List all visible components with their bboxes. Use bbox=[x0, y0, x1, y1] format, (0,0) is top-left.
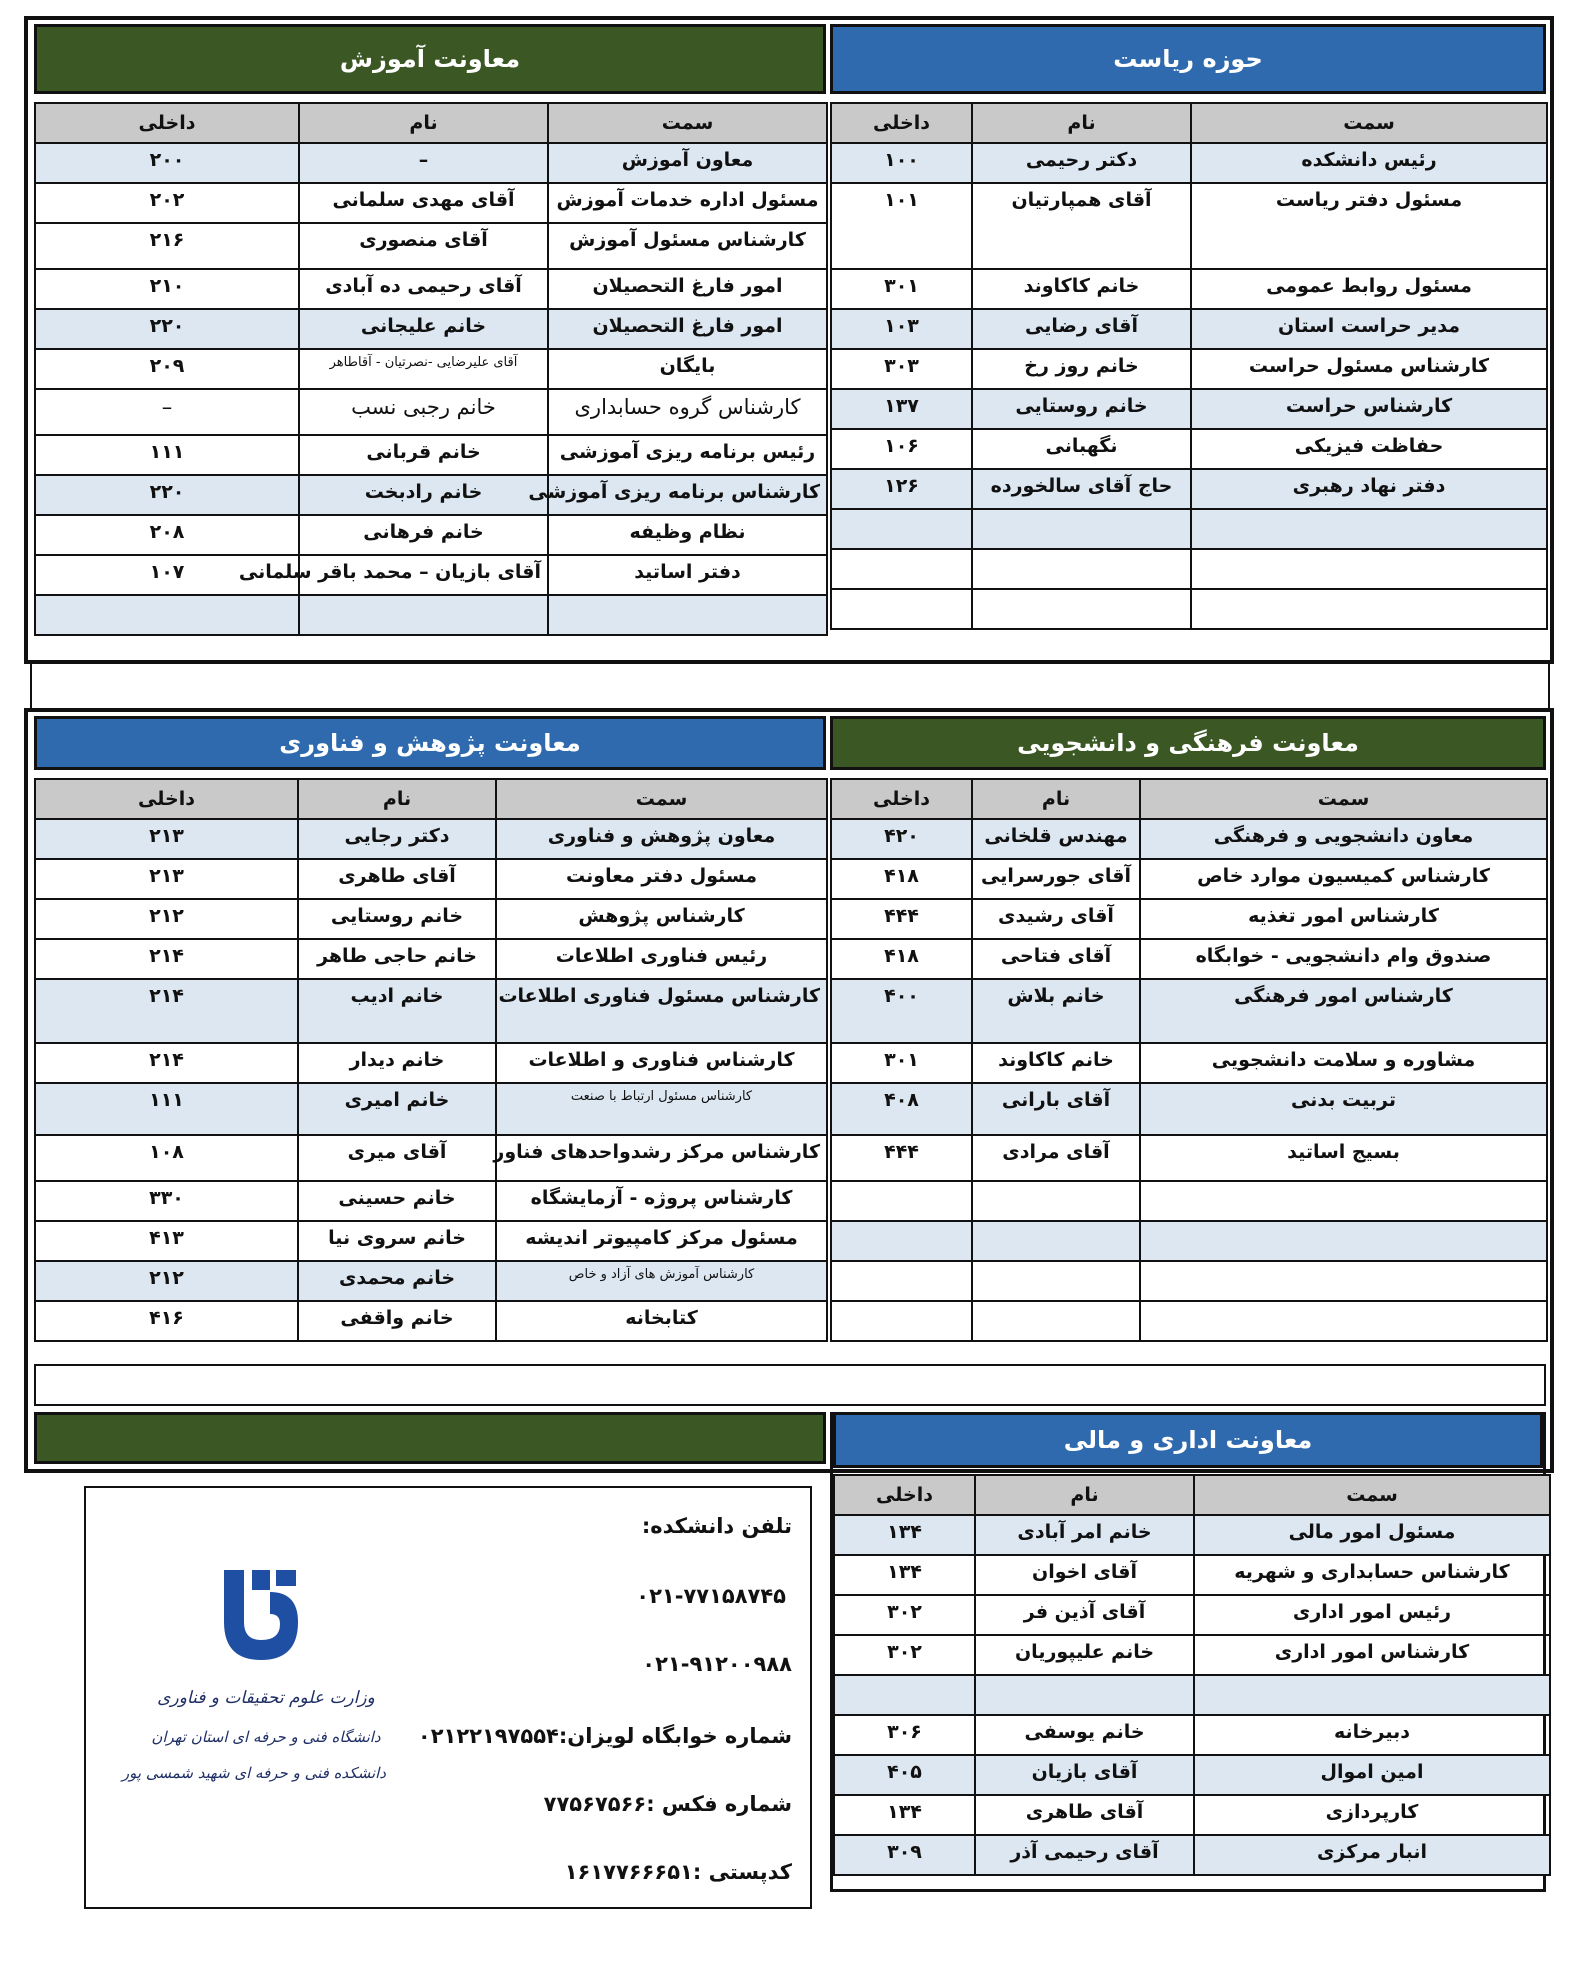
cell-name: خانم روستایی bbox=[972, 389, 1191, 429]
column-header-name: نام bbox=[972, 779, 1140, 819]
table-row bbox=[831, 389, 1547, 429]
table-row bbox=[35, 859, 827, 899]
column-header-extension: داخلی bbox=[831, 779, 972, 819]
section-title: حوزه ریاست bbox=[830, 24, 1546, 94]
cell-name: آقای مرادی bbox=[972, 1135, 1140, 1181]
logo-line-1: وزارت علوم تحقیقات و فناوری bbox=[157, 1688, 375, 1708]
cell-name: خانم فرهانی bbox=[299, 515, 548, 555]
cell-position: بسیج اساتید bbox=[1140, 1135, 1547, 1181]
table-row bbox=[35, 899, 827, 939]
table-row bbox=[35, 183, 827, 223]
table-row bbox=[35, 595, 827, 635]
education-table bbox=[34, 102, 828, 636]
cell-position: کارشناس کمیسیون موارد خاص bbox=[1140, 859, 1547, 899]
cell-extension: ۱۰۷ bbox=[35, 555, 299, 595]
column-header-position: سمت bbox=[1140, 779, 1547, 819]
cell-name: نگهبانی bbox=[972, 429, 1191, 469]
table-row bbox=[831, 819, 1547, 859]
cell-extension: ۱۳۷ bbox=[831, 389, 972, 429]
cell-name: خانم بلاش bbox=[972, 979, 1140, 1043]
table-row bbox=[834, 1795, 1550, 1835]
column-header-name: نام bbox=[972, 103, 1191, 143]
cell-extension: ۲۰۸ bbox=[35, 515, 299, 555]
table-row bbox=[831, 1261, 1547, 1301]
cell-extension: ۲۰۹ bbox=[35, 349, 299, 389]
cell-position: معاون دانشجویی و فرهنگی bbox=[1140, 819, 1547, 859]
table-row bbox=[35, 269, 827, 309]
cell-position: کارشناس مسئول آموزش bbox=[548, 223, 827, 269]
cell-extension: – bbox=[35, 389, 299, 435]
empty-strip bbox=[30, 664, 1550, 708]
cell-extension: ۲۱۳ bbox=[35, 819, 298, 859]
cell-position: امور فارغ التحصیلان bbox=[548, 269, 827, 309]
table-row bbox=[35, 1083, 827, 1135]
table-row bbox=[834, 1595, 1550, 1635]
cell-extension: ۲۲۰ bbox=[35, 475, 299, 515]
cell-extension: ۲۲۰ bbox=[35, 309, 299, 349]
cell-extension: ۲۱۲ bbox=[35, 899, 298, 939]
cell-extension bbox=[834, 1675, 975, 1715]
cell-extension: ۴۱۳ bbox=[35, 1221, 298, 1261]
table-row bbox=[831, 589, 1547, 629]
table-row bbox=[35, 1181, 827, 1221]
cell-name: آقای رشیدی bbox=[972, 899, 1140, 939]
cell-name: مهندس قلخانی bbox=[972, 819, 1140, 859]
postal-line bbox=[565, 1860, 792, 1884]
cell-extension: ۲۱۴ bbox=[35, 979, 298, 1043]
cultural-table bbox=[830, 778, 1548, 1342]
cell-position: دبیرخانه bbox=[1194, 1715, 1550, 1755]
cell-extension: ۳۰۱ bbox=[831, 1043, 972, 1083]
cell-position: کارپردازی bbox=[1194, 1795, 1550, 1835]
table-row bbox=[831, 899, 1547, 939]
admin-table bbox=[833, 1474, 1551, 1876]
table-row bbox=[35, 389, 827, 435]
cell-name: خانم ادیب bbox=[298, 979, 496, 1043]
cell-name: – bbox=[299, 143, 548, 183]
cell-position: کارشناس مرکز رشدواحدهای فناور bbox=[496, 1135, 827, 1181]
cell-name bbox=[972, 1301, 1140, 1341]
cell-extension: ۴۱۸ bbox=[831, 939, 972, 979]
cell-position: کتابخانه bbox=[496, 1301, 827, 1341]
section-title: معاونت فرهنگی و دانشجویی bbox=[830, 716, 1546, 770]
table-row bbox=[831, 309, 1547, 349]
dorm-label: شماره خوابگاه لویزان: bbox=[558, 1724, 792, 1748]
cell-position bbox=[1191, 509, 1547, 549]
cell-extension: ۴۱۸ bbox=[831, 859, 972, 899]
section-title: معاونت آموزش bbox=[34, 24, 826, 94]
table-row bbox=[35, 349, 827, 389]
cell-name: خانم قربانی bbox=[299, 435, 548, 475]
cell-extension: ۳۰۹ bbox=[834, 1835, 975, 1875]
cell-name: آقای رحیمی ده آبادی bbox=[299, 269, 548, 309]
cell-name: خانم کاکاوند bbox=[972, 1043, 1140, 1083]
table-row bbox=[831, 979, 1547, 1043]
cell-extension: ۴۴۴ bbox=[831, 1135, 972, 1181]
cell-name: خانم محمدی bbox=[298, 1261, 496, 1301]
cell-position: دفتر نهاد رهبری bbox=[1191, 469, 1547, 509]
cell-extension bbox=[831, 1261, 972, 1301]
cell-extension: ۴۰۰ bbox=[831, 979, 972, 1043]
cell-extension: ۳۰۶ bbox=[834, 1715, 975, 1755]
fax-number: ۷۷۵۶۷۵۶۶ bbox=[543, 1792, 647, 1816]
cell-name: دکتر رحیمی bbox=[972, 143, 1191, 183]
table-row bbox=[35, 1135, 827, 1181]
column-header-row bbox=[35, 103, 827, 143]
cell-extension: ۲۱۴ bbox=[35, 1043, 298, 1083]
cell-name: آقای بازیان bbox=[975, 1755, 1194, 1795]
table-row bbox=[831, 1083, 1547, 1135]
cell-extension: ۴۴۴ bbox=[831, 899, 972, 939]
fax-label: شماره فکس : bbox=[646, 1792, 792, 1816]
postal-code: ۱۶۱۷۷۶۶۶۵۱ bbox=[564, 1860, 693, 1884]
cell-extension: ۱۱۱ bbox=[35, 1083, 298, 1135]
cell-extension: ۳۰۱ bbox=[831, 269, 972, 309]
table-row bbox=[831, 1221, 1547, 1261]
table-row bbox=[831, 549, 1547, 589]
cell-position: رئیس دانشکده bbox=[1191, 143, 1547, 183]
cell-name: خانم سروی نیا bbox=[298, 1221, 496, 1261]
column-header-extension: داخلی bbox=[834, 1475, 975, 1515]
table-row bbox=[35, 1301, 827, 1341]
cell-name: خانم امیری bbox=[298, 1083, 496, 1135]
fax-line bbox=[544, 1792, 792, 1816]
cell-position: انبار مرکزی bbox=[1194, 1835, 1550, 1875]
cell-name: آقای طاهری bbox=[298, 859, 496, 899]
column-header-position: سمت bbox=[1191, 103, 1547, 143]
table-row bbox=[831, 469, 1547, 509]
postal-label: کدپستی : bbox=[692, 1860, 792, 1884]
cell-name: آقای فتاحی bbox=[972, 939, 1140, 979]
cell-name: خانم دیدار bbox=[298, 1043, 496, 1083]
cell-extension: ۳۰۲ bbox=[834, 1595, 975, 1635]
cell-position: رئیس برنامه ریزی آموزشی bbox=[548, 435, 827, 475]
table-row bbox=[831, 429, 1547, 469]
cell-extension: ۱۰۸ bbox=[35, 1135, 298, 1181]
cell-name bbox=[972, 1221, 1140, 1261]
cell-name: آقای منصوری bbox=[299, 223, 548, 269]
cell-extension: ۱۳۴ bbox=[834, 1555, 975, 1595]
table-row bbox=[831, 269, 1547, 309]
cell-position: مسئول دفتر ریاست bbox=[1191, 183, 1547, 269]
logo-line-3: دانشکده فنی و حرفه ای شهید شمسی پور bbox=[121, 1764, 386, 1782]
cell-name: دکتر رجایی bbox=[298, 819, 496, 859]
cell-name: آقای بارانی bbox=[972, 1083, 1140, 1135]
table-row bbox=[35, 1221, 827, 1261]
section-education bbox=[34, 24, 826, 654]
cell-name: خانم روستایی bbox=[298, 899, 496, 939]
cell-position: کارشناس مسئول فناوری اطلاعات bbox=[496, 979, 827, 1043]
cell-position bbox=[1140, 1221, 1547, 1261]
cell-name: آقای رحیمی آذر bbox=[975, 1835, 1194, 1875]
cell-position: دفتر اساتید bbox=[548, 555, 827, 595]
table-row bbox=[834, 1675, 1550, 1715]
cell-extension: ۱۳۴ bbox=[834, 1515, 975, 1555]
presidency-table bbox=[830, 102, 1548, 630]
table-row bbox=[35, 475, 827, 515]
cell-name: آقای بازیان – محمد باقر سلمانی bbox=[299, 555, 548, 595]
column-header-extension: داخلی bbox=[35, 103, 299, 143]
cell-position: حفاظت فیزیکی bbox=[1191, 429, 1547, 469]
cell-extension: ۲۱۲ bbox=[35, 1261, 298, 1301]
cell-name: خانم روز رخ bbox=[972, 349, 1191, 389]
cell-extension: ۱۰۱ bbox=[831, 183, 972, 269]
table-row bbox=[35, 143, 827, 183]
cell-name: آقای علیرضایی -نصرتیان - آقاطاهر bbox=[299, 349, 548, 389]
cell-position: کارشناس امور فرهنگی bbox=[1140, 979, 1547, 1043]
cell-extension bbox=[35, 595, 299, 635]
cell-extension: ۱۲۶ bbox=[831, 469, 972, 509]
cell-position: کارشناس گروه حسابداری bbox=[548, 389, 827, 435]
cell-extension: ۴۰۸ bbox=[831, 1083, 972, 1135]
table-row bbox=[834, 1715, 1550, 1755]
cell-position bbox=[1140, 1261, 1547, 1301]
cell-name bbox=[972, 589, 1191, 629]
cell-position: مسئول مرکز کامپیوتر اندیشه bbox=[496, 1221, 827, 1261]
cell-position: رئیس امور اداری bbox=[1194, 1595, 1550, 1635]
column-header-position: سمت bbox=[1194, 1475, 1550, 1515]
cell-position bbox=[1140, 1181, 1547, 1221]
table-row bbox=[831, 1043, 1547, 1083]
cell-name: خانم علیجانی bbox=[299, 309, 548, 349]
phone-2: ۰۲۱-۹۱۲۰۰۹۸۸ bbox=[642, 1652, 792, 1676]
cell-extension: ۳۳۰ bbox=[35, 1181, 298, 1221]
cell-extension: ۴۲۰ bbox=[831, 819, 972, 859]
column-header-row bbox=[831, 103, 1547, 143]
table-row bbox=[834, 1635, 1550, 1675]
column-header-row bbox=[35, 779, 827, 819]
section-admin bbox=[830, 1412, 1546, 1892]
cell-position: تربیت بدنی bbox=[1140, 1083, 1547, 1135]
cell-name: آقای رضایی bbox=[972, 309, 1191, 349]
cell-extension: ۲۰۲ bbox=[35, 183, 299, 223]
table-row bbox=[831, 509, 1547, 549]
logo-line-2: دانشگاه فنی و حرفه ای استان تهران bbox=[151, 1728, 381, 1746]
cell-extension bbox=[831, 509, 972, 549]
contact-box bbox=[84, 1486, 812, 1909]
table-row bbox=[831, 349, 1547, 389]
cell-extension bbox=[831, 1221, 972, 1261]
column-header-position: سمت bbox=[496, 779, 827, 819]
cell-name: آقای آذین فر bbox=[975, 1595, 1194, 1635]
university-logo-icon bbox=[206, 1562, 316, 1672]
empty-strip bbox=[34, 1364, 1546, 1406]
cell-extension bbox=[831, 549, 972, 589]
cell-name: آقای مهدی سلمانی bbox=[299, 183, 548, 223]
table-row bbox=[831, 183, 1547, 269]
cell-name: خانم حسینی bbox=[298, 1181, 496, 1221]
cell-extension: ۴۱۶ bbox=[35, 1301, 298, 1341]
cell-position: کارشناس برنامه ریزی آموزشی bbox=[548, 475, 827, 515]
dorm-number-line bbox=[418, 1724, 792, 1748]
section-cultural bbox=[830, 716, 1546, 1366]
cell-name: حاج آقای سالخورده bbox=[972, 469, 1191, 509]
cell-name: خانم حاجی طاهر bbox=[298, 939, 496, 979]
phone-1: ۰۲۱-۷۷۱۵۸۷۴۵ bbox=[636, 1584, 786, 1608]
cell-position: مسئول دفتر معاونت bbox=[496, 859, 827, 899]
table-row bbox=[831, 1301, 1547, 1341]
cell-name: آقای طاهری bbox=[975, 1795, 1194, 1835]
column-header-name: نام bbox=[299, 103, 548, 143]
cell-name: خانم یوسفی bbox=[975, 1715, 1194, 1755]
dorm-number: ۰۲۱۲۲۱۹۷۵۵۴ bbox=[417, 1724, 559, 1748]
table-row bbox=[834, 1515, 1550, 1555]
cell-position: معاون آموزش bbox=[548, 143, 827, 183]
table-row bbox=[35, 223, 827, 269]
section-title: معاونت اداری و مالی bbox=[833, 1412, 1543, 1468]
table-row bbox=[35, 515, 827, 555]
section-title: معاونت پژوهش و فناوری bbox=[34, 716, 826, 770]
cell-position: امین اموال bbox=[1194, 1755, 1550, 1795]
university-logo bbox=[121, 1562, 386, 1832]
cell-extension: ۲۱۳ bbox=[35, 859, 298, 899]
cell-extension: ۳۰۲ bbox=[834, 1635, 975, 1675]
cell-name bbox=[975, 1675, 1194, 1715]
cell-name: آقای اخوان bbox=[975, 1555, 1194, 1595]
table-row bbox=[35, 819, 827, 859]
empty-header-bar bbox=[34, 1412, 826, 1464]
cell-name: خانم رادبخت bbox=[299, 475, 548, 515]
cell-extension bbox=[831, 589, 972, 629]
table-row bbox=[831, 1181, 1547, 1221]
table-row bbox=[834, 1555, 1550, 1595]
table-row bbox=[831, 859, 1547, 899]
cell-position: مسئول امور مالی bbox=[1194, 1515, 1550, 1555]
table-row bbox=[35, 435, 827, 475]
cell-name bbox=[299, 595, 548, 635]
cell-name: خانم واقفی bbox=[298, 1301, 496, 1341]
cell-name: خانم امر آبادی bbox=[975, 1515, 1194, 1555]
college-phone-label: تلفن دانشکده: bbox=[641, 1514, 792, 1538]
cell-name: آقای میری bbox=[298, 1135, 496, 1181]
table-row bbox=[831, 143, 1547, 183]
cell-position: بایگان bbox=[548, 349, 827, 389]
cell-position: مسئول روابط عمومی bbox=[1191, 269, 1547, 309]
column-header-name: نام bbox=[975, 1475, 1194, 1515]
table-row bbox=[35, 1261, 827, 1301]
cell-extension: ۱۱۱ bbox=[35, 435, 299, 475]
cell-position: کارشناس آموزش های آزاد و خاص bbox=[496, 1261, 827, 1301]
cell-name bbox=[972, 1261, 1140, 1301]
cell-name: خانم علیپوریان bbox=[975, 1635, 1194, 1675]
cell-position bbox=[1191, 549, 1547, 589]
cell-position: کارشناس حسابداری و شهریه bbox=[1194, 1555, 1550, 1595]
cell-position: صندوق وام دانشجویی - خوابگاه bbox=[1140, 939, 1547, 979]
cell-name: آقای همپارتیان bbox=[972, 183, 1191, 269]
cell-extension: ۱۳۴ bbox=[834, 1795, 975, 1835]
cell-position: رئیس فناوری اطلاعات bbox=[496, 939, 827, 979]
section-presidency bbox=[830, 24, 1546, 654]
cell-position: کارشناس امور اداری bbox=[1194, 1635, 1550, 1675]
cell-position: نظام وظیفه bbox=[548, 515, 827, 555]
cell-name: خانم رجبی نسب bbox=[299, 389, 548, 435]
cell-position: مدیر حراست استان bbox=[1191, 309, 1547, 349]
cell-position: کارشناس مسئول ارتباط با صنعت bbox=[496, 1083, 827, 1135]
cell-extension: ۳۰۳ bbox=[831, 349, 972, 389]
table-row bbox=[831, 1135, 1547, 1181]
column-header-position: سمت bbox=[548, 103, 827, 143]
cell-name: آقای جورسرایی bbox=[972, 859, 1140, 899]
column-header-extension: داخلی bbox=[35, 779, 298, 819]
cell-name bbox=[972, 509, 1191, 549]
cell-name: خانم کاکاوند bbox=[972, 269, 1191, 309]
cell-position: مشاوره و سلامت دانشجویی bbox=[1140, 1043, 1547, 1083]
cell-extension bbox=[831, 1181, 972, 1221]
column-header-row bbox=[834, 1475, 1550, 1515]
column-header-name: نام bbox=[298, 779, 496, 819]
cell-position: مسئول اداره خدمات آموزش bbox=[548, 183, 827, 223]
cell-extension: ۲۱۶ bbox=[35, 223, 299, 269]
cell-position bbox=[548, 595, 827, 635]
table-row bbox=[35, 939, 827, 979]
cell-position: امور فارغ التحصیلان bbox=[548, 309, 827, 349]
table-row bbox=[831, 939, 1547, 979]
cell-name bbox=[972, 1181, 1140, 1221]
cell-position: کارشناس فناوری و اطلاعات bbox=[496, 1043, 827, 1083]
cell-extension: ۴۰۵ bbox=[834, 1755, 975, 1795]
cell-extension: ۱۰۶ bbox=[831, 429, 972, 469]
table-row bbox=[35, 555, 827, 595]
cell-position: کارشناس امور تغذیه bbox=[1140, 899, 1547, 939]
cell-name bbox=[972, 549, 1191, 589]
cell-position: کارشناس پروژه - آزمایشگاه bbox=[496, 1181, 827, 1221]
cell-position: کارشناس پژوهش bbox=[496, 899, 827, 939]
column-header-row bbox=[831, 779, 1547, 819]
section-research bbox=[34, 716, 826, 1366]
research-table bbox=[34, 778, 828, 1342]
cell-extension: ۲۱۰ bbox=[35, 269, 299, 309]
cell-extension: ۱۰۳ bbox=[831, 309, 972, 349]
cell-position bbox=[1194, 1675, 1550, 1715]
cell-position bbox=[1140, 1301, 1547, 1341]
cell-extension bbox=[831, 1301, 972, 1341]
table-row bbox=[35, 309, 827, 349]
cell-extension: ۱۰۰ bbox=[831, 143, 972, 183]
table-row bbox=[834, 1835, 1550, 1875]
table-row bbox=[35, 1043, 827, 1083]
cell-position bbox=[1191, 589, 1547, 629]
cell-position: معاون پژوهش و فناوری bbox=[496, 819, 827, 859]
cell-position: کارشناس حراست bbox=[1191, 389, 1547, 429]
cell-extension: ۲۱۴ bbox=[35, 939, 298, 979]
table-row bbox=[35, 979, 827, 1043]
column-header-extension: داخلی bbox=[831, 103, 972, 143]
cell-position: کارشناس مسئول حراست bbox=[1191, 349, 1547, 389]
table-row bbox=[834, 1755, 1550, 1795]
cell-extension: ۲۰۰ bbox=[35, 143, 299, 183]
